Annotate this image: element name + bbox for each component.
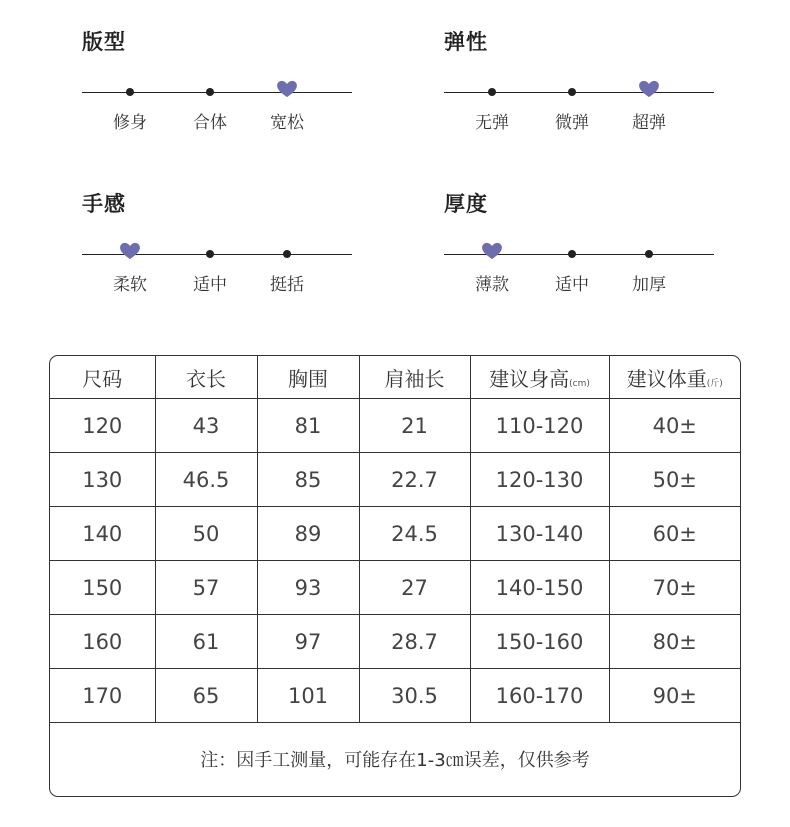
attr-title: 厚度 [444,192,488,216]
table-row [50,453,740,507]
table-cell: 150-160 [470,615,609,669]
measurement-note: 注：因手工测量，可能存在1-3㎝误差，仅供参考 [200,750,590,771]
table-cell: 40± [609,399,740,453]
attr-title: 手感 [82,192,126,216]
scale-label: 柔软 [113,275,147,295]
table-cell: 80± [609,615,740,669]
scale-label: 加厚 [632,275,666,295]
scale-label: 微弹 [555,113,589,133]
table-cell: 28.7 [359,615,470,669]
scale-dot [206,250,214,258]
attr-title: 弹性 [444,30,488,54]
scale-label: 合体 [193,113,227,133]
scale-dot [126,88,134,96]
table-cell: 61 [155,615,257,669]
table-row [50,507,740,561]
scale-dot [283,250,291,258]
scale-label: 适中 [193,275,227,295]
table-cell: 170 [50,669,155,723]
attr-title: 版型 [82,30,126,54]
table-cell: 93 [257,561,359,615]
header-shoulder-sleeve: 肩袖长 [359,356,470,399]
table-cell: 57 [155,561,257,615]
attr-elasticity [444,26,716,136]
table-row [50,561,740,615]
unit-label: (cm) [569,378,590,389]
scale-line [82,92,352,93]
table-row [50,615,740,669]
scale-dot [206,88,214,96]
note-row [50,723,740,796]
attr-thickness [444,188,716,298]
table-cell: 120-130 [470,453,609,507]
heart-icon [276,80,298,98]
table-cell: 160-170 [470,669,609,723]
table-cell: 110-120 [470,399,609,453]
scale-label: 挺括 [270,275,304,295]
header-height: 建议身高(cm) [470,356,609,399]
table-cell: 90± [609,669,740,723]
scale-label: 超弹 [632,113,666,133]
table-row [50,669,740,723]
table-cell: 50± [609,453,740,507]
table-cell: 140 [50,507,155,561]
scale-label: 无弹 [475,113,509,133]
table-cell: 46.5 [155,453,257,507]
table-cell: 27 [359,561,470,615]
heart-icon [481,242,503,260]
scale-label: 修身 [113,113,147,133]
header-weight: 建议体重(斤) [609,356,740,399]
scale-line [444,92,714,93]
table-cell: 30.5 [359,669,470,723]
scale-dot [568,88,576,96]
table-row [50,399,740,453]
unit-label: (斤) [706,378,723,389]
table-cell: 21 [359,399,470,453]
table-cell: 160 [50,615,155,669]
attr-fit [82,26,354,136]
size-table [49,355,741,797]
scale-label: 薄款 [475,275,509,295]
table-cell: 81 [257,399,359,453]
scale-label: 宽松 [270,113,304,133]
table-cell: 140-150 [470,561,609,615]
scale-dot [568,250,576,258]
table-cell: 22.7 [359,453,470,507]
scale-label: 适中 [555,275,589,295]
table-header-row [50,356,740,399]
table-cell: 65 [155,669,257,723]
table-cell: 43 [155,399,257,453]
scale-dot [645,250,653,258]
table-cell: 97 [257,615,359,669]
table-cell: 60± [609,507,740,561]
header-length: 衣长 [155,356,257,399]
scale-dot [488,88,496,96]
table-cell: 89 [257,507,359,561]
heart-icon [638,80,660,98]
header-chest: 胸围 [257,356,359,399]
size-table-grid [50,356,740,795]
table-cell: 85 [257,453,359,507]
table-cell: 130 [50,453,155,507]
attr-hand-feel [82,188,354,298]
table-cell: 24.5 [359,507,470,561]
header-size: 尺码 [50,356,155,399]
table-cell: 70± [609,561,740,615]
table-cell: 120 [50,399,155,453]
table-cell: 50 [155,507,257,561]
heart-icon [119,242,141,260]
table-cell: 150 [50,561,155,615]
table-cell: 130-140 [470,507,609,561]
table-cell: 101 [257,669,359,723]
